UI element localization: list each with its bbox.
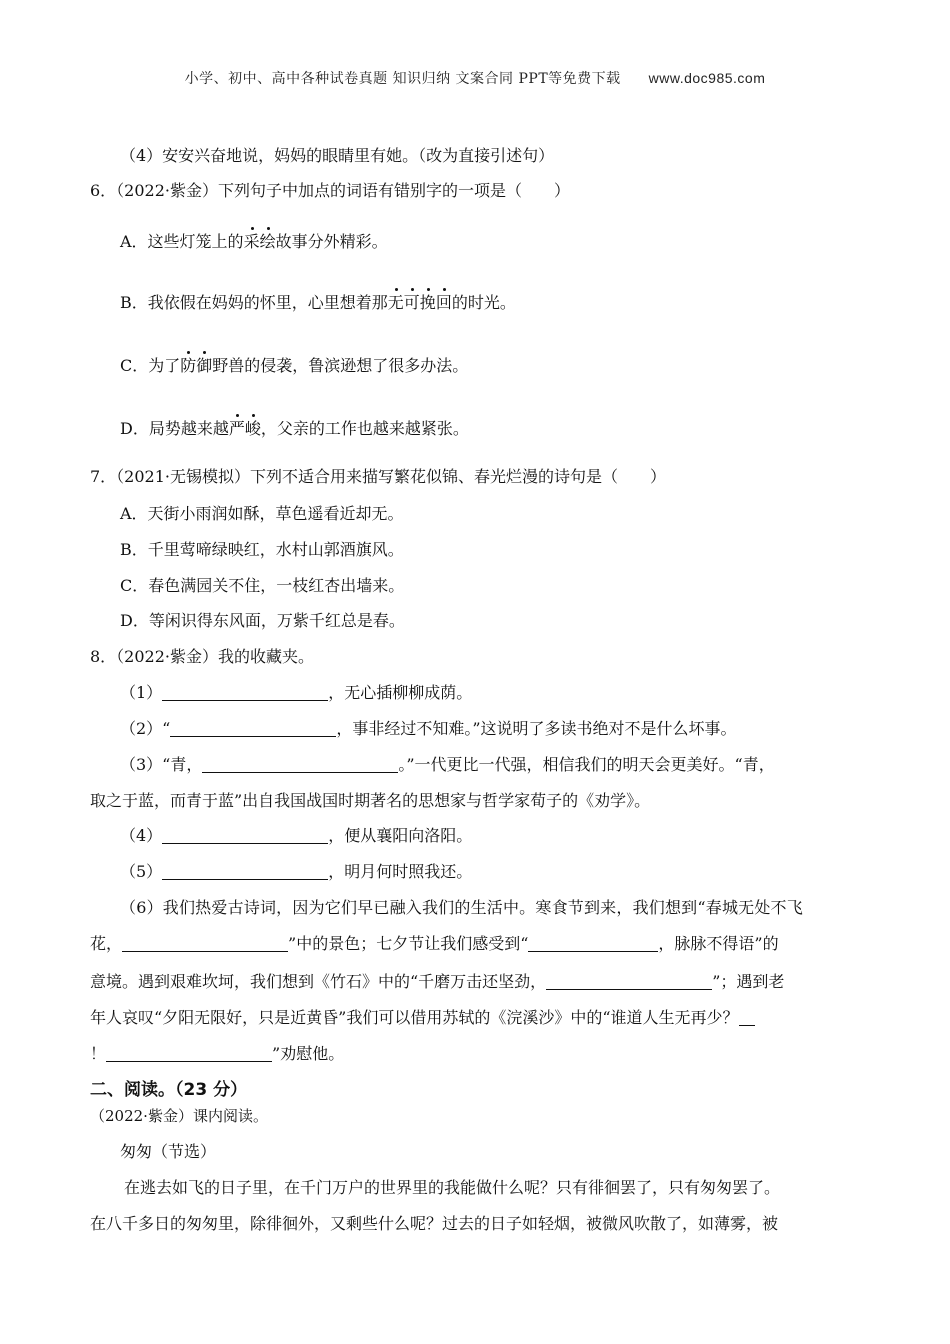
q8-item6-line5 [90,1044,344,1064]
option-text: 野兽的侵袭，鲁滨逊想了很多办法。 [212,356,469,375]
item-number: （2）“ [120,719,171,738]
q7-option-a[interactable]: A．天街小雨润如酥，草色遥看近却无。 [120,504,404,523]
item-text: 意境。遇到艰难坎坷，我们想到《竹石》中的“千磨万击还坚劲， [90,972,547,991]
item-text: ！ [90,1044,107,1063]
q8-item6-line3 [90,972,784,992]
section-title: 二、阅读。（23 分） [90,1080,248,1100]
answer-blank[interactable] [122,935,288,952]
option-text: A．这些灯笼上的 [120,232,244,251]
q7-option-d[interactable]: D．等闲识得东风面，万紫千红总是春。 [120,611,405,630]
q8-item2 [120,719,737,739]
q6-option-d[interactable] [120,419,469,439]
dotted-char: 防 [180,356,197,375]
section-subtitle: （2022·紫金）课内阅读。 [90,1107,268,1125]
q7-stem: 7．（2021·无锡模拟）下列不适合用来描写繁花似锦、春光烂漫的诗句是（ ） [90,467,666,486]
item-text: 花， [90,934,123,953]
item-text: ，事非经过不知难。”这说明了多读书绝对不是什么坏事。 [336,719,737,738]
item-text: ，明月何时照我还。 [328,862,473,881]
option-text: B．我依假在妈妈的怀里，心里想着那 [120,293,388,312]
item-text: ”劝慰他。 [272,1044,345,1063]
item-text: ，无心插柳柳成荫。 [328,683,473,702]
item-text: 。”一代更比一代强，相信我们的明天会更美好。“青， [398,755,775,774]
q8-item1 [120,683,472,703]
q5-item4: （4）安安兴奋地说，妈妈的眼睛里有她。（改为直接引述句） [120,146,555,165]
answer-blank[interactable] [162,684,328,701]
answer-blank[interactable] [106,1045,272,1062]
dotted-char: 无 [387,293,404,312]
q7-option-c[interactable]: C．春色满园关不住，一枝红杏出墙来。 [120,576,405,595]
q6-stem: 6．（2022·紫金）下列句子中加点的词语有错别字的一项是（ ） [90,181,570,200]
dotted-char: 绘 [259,232,276,251]
item-text: ”；遇到老 [712,972,785,991]
answer-blank[interactable] [170,720,336,737]
answer-blank[interactable] [162,827,328,844]
item-text: ，脉脉不得语”的 [658,934,779,953]
q6-option-b[interactable] [120,293,516,313]
dotted-char: 回 [435,293,452,312]
answer-blank[interactable] [202,756,398,773]
item-number: （5） [120,862,163,881]
option-text: 的时光。 [451,293,516,312]
item-text: 年人哀叹“夕阳无限好，只是近黄昏”我们可以借用苏轼的《浣溪沙》中的“谁道人生无再少？ [90,1008,739,1027]
passage-title: 匆匆（节选） [120,1142,217,1161]
q6-option-c[interactable] [120,356,468,376]
item-text: ”中的景色；七夕节让我们感受到“ [288,934,529,953]
q8-stem: 8．（2022·紫金）我的收藏夹。 [90,647,314,666]
q8-item4 [120,826,472,846]
option-text: 故事分外精彩。 [275,232,388,251]
q6-option-a[interactable] [120,232,388,252]
q8-item6-line2 [90,934,779,954]
answer-blank[interactable] [546,973,712,990]
item-text: ，便从襄阳向洛阳。 [328,826,473,845]
dotted-char: 御 [196,356,213,375]
q8-item3 [120,755,775,775]
q8-item6-line4 [90,1008,755,1028]
option-text: ，父亲的工作也越来越紧张。 [260,419,469,438]
header-url[interactable]: www.doc985.com [648,70,766,86]
dotted-char: 可 [403,293,420,312]
dotted-char: 挽 [419,293,436,312]
q7-option-b[interactable]: B．千里莺啼绿映红，水村山郭酒旗风。 [120,540,404,559]
answer-blank[interactable] [528,935,658,952]
q8-item3-cont: 取之于蓝，而青于蓝”出自我国战国时期著名的思想家与哲学家荀子的《劝学》。 [90,791,651,810]
q8-item5 [120,862,472,882]
item-number: （3）“青， [120,755,203,774]
item-number: （1） [120,683,163,702]
item-number: （4） [120,826,163,845]
page-header [0,68,950,88]
q8-item6-line1: （6）我们热爱古诗词，因为它们早已融入我们的生活中。寒食节到来，我们想到“春城无处不飞 [120,898,803,917]
dotted-char: 采 [243,232,260,251]
header-text: 小学、初中、高中各种试卷真题 知识归纳 文案合同 PPT等免费下载 [184,71,621,87]
passage-paragraph: 在逃去如飞的日子里，在千门万户的世界里的我能做什么呢？只有徘徊罢了，只有匆匆罢了。 [124,1178,781,1197]
passage-paragraph-cont: 在八千多日的匆匆里，除徘徊外，又剩些什么呢？过去的日子如轻烟，被微风吹散了，如薄雾，被 [90,1214,779,1233]
dotted-char: 峻 [244,419,261,438]
option-text: D．局势越来越 [120,419,229,438]
answer-blank[interactable] [739,1009,755,1026]
dotted-char: 严 [228,419,245,438]
answer-blank[interactable] [162,863,328,880]
option-text: C．为了 [120,356,181,375]
